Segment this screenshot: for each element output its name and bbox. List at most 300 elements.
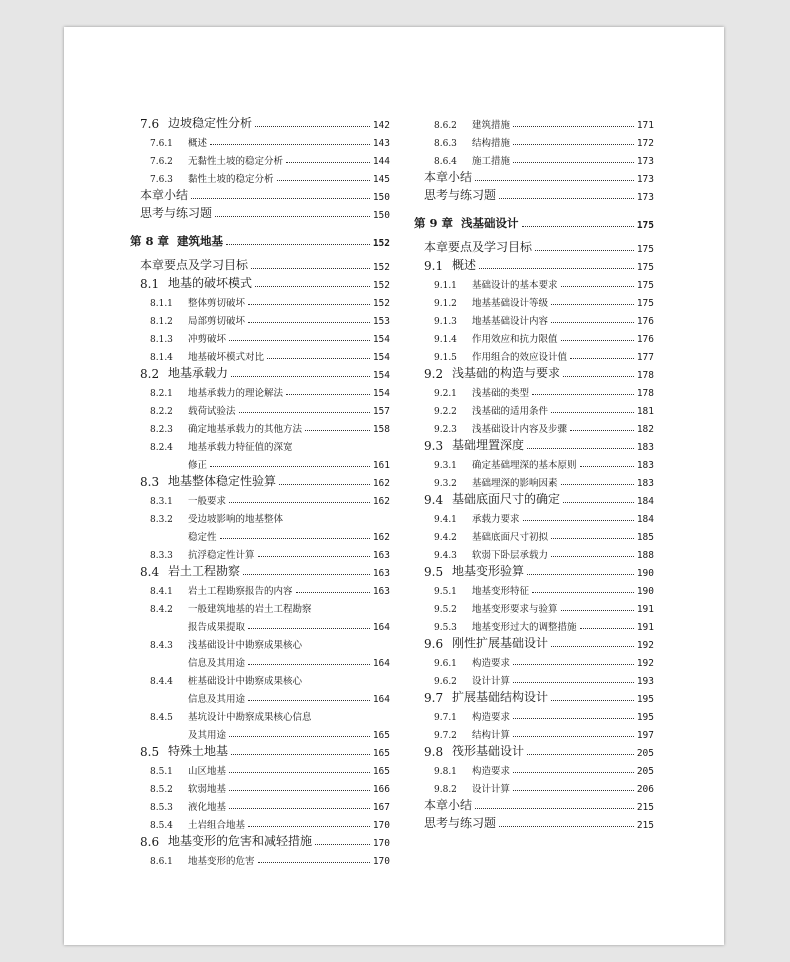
page-number: 164: [372, 658, 390, 669]
toc-entry-title: 浅基础设计: [461, 216, 519, 230]
toc-entry: [130, 399, 390, 417]
toc-entry-title: 构造要求: [472, 712, 511, 723]
toc-entry: [130, 363, 390, 381]
toc-entry-number: 8.6.2: [434, 121, 457, 131]
toc-entry-number: 8.3.2: [150, 515, 173, 525]
page-number: 177: [636, 352, 654, 363]
dot-leader: [513, 162, 634, 163]
dot-leader: [479, 268, 634, 269]
toc-entry: [130, 327, 390, 345]
toc-entry-number: 9.1.5: [434, 353, 457, 363]
page-number: 163: [372, 550, 390, 561]
page-number: 178: [636, 370, 654, 381]
page-number: 152: [372, 238, 390, 249]
toc-right-column: [414, 113, 654, 831]
dot-leader: [527, 448, 634, 449]
dot-leader: [248, 322, 370, 323]
toc-entry-first-line: [130, 669, 390, 687]
page-number: 173: [636, 192, 654, 203]
toc-entry-title: 地基基础设计内容: [472, 316, 549, 327]
page-number: 173: [636, 174, 654, 185]
toc-left-column: [130, 113, 390, 867]
dot-leader: [561, 484, 634, 485]
toc-entry-number: 9.3: [424, 439, 444, 453]
dot-leader: [229, 340, 370, 341]
toc-entry-number: 8.1.1: [150, 299, 173, 309]
dot-leader: [231, 754, 370, 755]
dot-leader: [563, 376, 634, 377]
page-number: 206: [636, 784, 654, 795]
toc-entry: [414, 345, 654, 363]
toc-entry-title: 思考与练习题: [424, 816, 497, 830]
toc-entry-title: 基础底面尺寸初拟: [472, 532, 549, 543]
toc-entry: [130, 113, 390, 131]
dot-leader: [229, 502, 370, 503]
toc-entry: [414, 561, 654, 579]
page-number: 167: [372, 802, 390, 813]
page-number: 205: [636, 766, 654, 777]
page-number: 191: [636, 622, 654, 633]
page-number: 165: [372, 766, 390, 777]
toc-entry: [130, 345, 390, 363]
toc-entry-title: 地基整体稳定性验算: [168, 474, 277, 488]
page-number: 163: [372, 586, 390, 597]
toc-entry-title: 概述: [452, 258, 477, 272]
page-number: 175: [636, 298, 654, 309]
dot-leader: [513, 736, 634, 737]
dot-leader: [475, 808, 634, 809]
toc-entry-continuation: [130, 651, 390, 669]
dot-leader: [513, 790, 634, 791]
page-number: 170: [372, 820, 390, 831]
toc-entry: [414, 185, 654, 203]
chapter-heading: [130, 227, 390, 249]
page-number: 205: [636, 748, 654, 759]
dot-leader: [475, 180, 634, 181]
toc-entry: [130, 741, 390, 759]
dot-leader: [532, 592, 634, 593]
toc-entry: [130, 273, 390, 291]
page-number: 171: [636, 120, 654, 131]
toc-entry-number: 8.4: [140, 565, 160, 579]
toc-entry-number: 8.2: [140, 367, 160, 381]
page-number: 170: [372, 856, 390, 867]
toc-entry: [130, 255, 390, 273]
dot-leader: [513, 772, 634, 773]
toc-entry-number: 8.3: [140, 475, 160, 489]
toc-entry: [414, 543, 654, 561]
toc-entry-title: 本章小结: [424, 798, 473, 812]
dot-leader: [513, 126, 634, 127]
toc-entry: [130, 831, 390, 849]
toc-entry: [414, 795, 654, 813]
dot-leader: [248, 826, 370, 827]
dot-leader: [532, 394, 634, 395]
toc-entry-title: 液化地基: [188, 802, 227, 813]
dot-leader: [210, 144, 370, 145]
toc-entry: [130, 131, 390, 149]
toc-entry-title: 本章小结: [140, 188, 189, 202]
toc-entry-first-line: [130, 705, 390, 723]
toc-entry: [414, 399, 654, 417]
toc-entry-title-cont: 信息及其用途: [188, 694, 246, 705]
page-number: 185: [636, 532, 654, 543]
toc-entry: [414, 741, 654, 759]
toc-entry-title: 岩土工程勘察: [168, 564, 241, 578]
page-number: 195: [636, 712, 654, 723]
toc-entry-number: 8.2.4: [150, 443, 173, 453]
toc-entry-number: 9.2.2: [434, 407, 457, 417]
toc-entry-title: 受边坡影响的地基整体: [188, 514, 284, 525]
toc-entry-number: 8.4.3: [150, 641, 173, 651]
toc-entry: [130, 543, 390, 561]
toc-entry-number: 9.1: [424, 259, 444, 273]
toc-entry: [130, 435, 390, 471]
toc-entry-title: 确定地基承载力的其他方法: [188, 424, 303, 435]
dot-leader: [527, 754, 634, 755]
toc-entry-number: 9.6.1: [434, 659, 457, 669]
toc-entry-title: 地基变形过大的调整措施: [472, 622, 577, 633]
toc-entry: [414, 417, 654, 435]
toc-entry: [414, 309, 654, 327]
toc-entry-title: 本章要点及学习目标: [424, 240, 533, 254]
toc-entry-title: 地基变形验算: [452, 564, 525, 578]
dot-leader: [551, 304, 634, 305]
toc-entry-title: 软弱地基: [188, 784, 227, 795]
toc-entry: [414, 615, 654, 633]
toc-entry-continuation: [130, 453, 390, 471]
toc-entry: [414, 471, 654, 489]
page-number: 175: [636, 220, 654, 231]
toc-entry-number: 9.1.4: [434, 335, 457, 345]
toc-entry-title: 桩基础设计中勘察成果核心: [188, 676, 303, 687]
toc-entry-title: 地基基础设计等级: [472, 298, 549, 309]
dot-leader: [580, 628, 634, 629]
toc-entry-number: 8.1.4: [150, 353, 173, 363]
page-number: 144: [372, 156, 390, 167]
toc-entry-title: 作用效应和抗力限值: [472, 334, 558, 345]
toc-entry-title: 地基变形要求与验算: [472, 604, 558, 615]
page-number: 157: [372, 406, 390, 417]
toc-entry-title: 扩展基础结构设计: [452, 690, 549, 704]
toc-entry: [414, 507, 654, 525]
toc-entry: [414, 149, 654, 167]
page-number: 192: [636, 640, 654, 651]
page-number: 165: [372, 748, 390, 759]
toc-entry-number: 9.5.1: [434, 587, 457, 597]
toc-entry: [414, 273, 654, 291]
dot-leader: [277, 180, 370, 181]
page-number: 164: [372, 694, 390, 705]
dot-leader: [191, 198, 370, 199]
toc-entry-title: 地基变形特征: [472, 586, 530, 597]
toc-entry-number: 8.5.2: [150, 785, 173, 795]
dot-leader: [226, 244, 370, 245]
dot-leader: [535, 250, 634, 251]
dot-leader: [231, 376, 370, 377]
toc-entry-number: 8.5.3: [150, 803, 173, 813]
toc-entry-title: 地基承载力的理论解法: [188, 388, 284, 399]
toc-entry-number: 9.8.1: [434, 767, 457, 777]
toc-entry-number: 第 9 章: [414, 216, 454, 230]
dot-leader: [248, 628, 370, 629]
toc-entry-title: 确定基础埋深的基本原则: [472, 460, 577, 471]
toc-entry-title: 整体剪切破坏: [188, 298, 246, 309]
toc-entry-first-line: [130, 597, 390, 615]
page-number: 162: [372, 496, 390, 507]
toc-entry-title: 软弱下卧层承载力: [472, 550, 549, 561]
toc-entry-title: 抗浮稳定性计算: [188, 550, 255, 561]
dot-leader: [315, 844, 370, 845]
toc-entry-title: 浅基础设计内容及步骤: [472, 424, 568, 435]
dot-leader: [255, 126, 370, 127]
page-number: 154: [372, 388, 390, 399]
toc-entry-title: 设计计算: [472, 676, 511, 687]
toc-entry-first-line: [130, 507, 390, 525]
toc-entry-title: 地基承载力特征值的深宽: [188, 442, 293, 453]
toc-entry-title: 本章要点及学习目标: [140, 258, 249, 272]
dot-leader: [220, 538, 370, 539]
dot-leader: [551, 700, 634, 701]
dot-leader: [229, 808, 370, 809]
toc-entry-number: 8.4.1: [150, 587, 173, 597]
toc-entry: [130, 849, 390, 867]
toc-entry-title-cont: 信息及其用途: [188, 658, 246, 669]
dot-leader: [563, 502, 634, 503]
toc-entry-title: 施工措施: [472, 156, 511, 167]
toc-entry: [130, 381, 390, 399]
toc-entry: [130, 149, 390, 167]
toc-entry-title: 浅基础的构造与要求: [452, 366, 561, 380]
toc-entry: [130, 291, 390, 309]
toc-entry-title: 地基破坏模式对比: [188, 352, 265, 363]
toc-entry-title: 构造要求: [472, 766, 511, 777]
toc-entry-title: 建筑地基: [177, 234, 224, 248]
dot-leader: [561, 610, 634, 611]
toc-entry: [414, 167, 654, 185]
page-number: 164: [372, 622, 390, 633]
dot-leader: [251, 268, 370, 269]
toc-entry-number: 9.8: [424, 745, 444, 759]
toc-entry-continuation: [130, 525, 390, 543]
toc-entry-number: 8.4.2: [150, 605, 173, 615]
toc-entry-number: 第 8 章: [130, 234, 170, 248]
toc-entry: [130, 309, 390, 327]
toc-entry: [130, 633, 390, 669]
dot-leader: [243, 574, 370, 575]
toc-entry: [130, 489, 390, 507]
dot-leader: [551, 646, 634, 647]
dot-leader: [551, 538, 634, 539]
page-number: 170: [372, 838, 390, 849]
toc-entry-title: 一般要求: [188, 496, 227, 507]
dot-leader: [258, 556, 370, 557]
toc-entry-first-line: [130, 633, 390, 651]
toc-entry-title: 地基变形的危害和减轻措施: [168, 834, 313, 848]
toc-entry: [414, 237, 654, 255]
page-number: 183: [636, 478, 654, 489]
toc-entry-title-cont: 及其用途: [188, 730, 227, 741]
toc-entry: [130, 777, 390, 795]
toc-entry-title: 土岩组合地基: [188, 820, 246, 831]
page-number: 145: [372, 174, 390, 185]
toc-entry-number: 8.2.2: [150, 407, 173, 417]
toc-entry-continuation: [130, 615, 390, 633]
dot-leader: [551, 556, 634, 557]
page-number: 154: [372, 352, 390, 363]
toc-entry-number: 9.7.1: [434, 713, 457, 723]
toc-entry: [130, 813, 390, 831]
page-number: 142: [372, 120, 390, 131]
dot-leader: [570, 358, 634, 359]
toc-entry-title: 构造要求: [472, 658, 511, 669]
toc-entry-number: 9.6: [424, 637, 444, 651]
toc-entry-number: 7.6.3: [150, 175, 173, 185]
page-number: 158: [372, 424, 390, 435]
toc-entry-number: 9.4.1: [434, 515, 457, 525]
page-number: 166: [372, 784, 390, 795]
toc-entry: [130, 759, 390, 777]
toc-entry: [414, 669, 654, 687]
toc-entry-number: 9.7.2: [434, 731, 457, 741]
toc-entry: [414, 453, 654, 471]
dot-leader: [522, 226, 634, 227]
toc-entry-title: 地基的破坏模式: [168, 276, 253, 290]
toc-entry-number: 8.2.3: [150, 425, 173, 435]
toc-entry-first-line: [130, 435, 390, 453]
page-number: 184: [636, 514, 654, 525]
page-number: 188: [636, 550, 654, 561]
toc-entry-title: 结构措施: [472, 138, 511, 149]
toc-entry-continuation: [130, 723, 390, 741]
page-number: 150: [372, 210, 390, 221]
page-number: 176: [636, 316, 654, 327]
toc-entry-title: 刚性扩展基础设计: [452, 636, 549, 650]
toc-entry-number: 9.2: [424, 367, 444, 381]
toc-entry-title: 一般建筑地基的岩土工程勘察: [188, 604, 312, 615]
toc-entry-title: 基础底面尺寸的确定: [452, 492, 561, 506]
toc-entry-title-cont: 修正: [188, 460, 208, 471]
toc-entry-title: 基础埋深的影响因素: [472, 478, 558, 489]
toc-entry-title: 边坡稳定性分析: [168, 116, 253, 130]
toc-entry: [414, 759, 654, 777]
page-number: 195: [636, 694, 654, 705]
toc-entry-number: 8.6.3: [434, 139, 457, 149]
toc-entry-number: 8.1.2: [150, 317, 173, 327]
dot-leader: [229, 790, 370, 791]
dot-leader: [248, 304, 370, 305]
dot-leader: [255, 286, 370, 287]
toc-entry-number: 9.2.3: [434, 425, 457, 435]
toc-entry-number: 7.6.2: [150, 157, 173, 167]
toc-entry-title: 建筑措施: [472, 120, 511, 131]
page-number: 215: [636, 802, 654, 813]
dot-leader: [551, 322, 634, 323]
toc-entry: [414, 381, 654, 399]
toc-entry: [414, 705, 654, 723]
dot-leader: [513, 718, 634, 719]
page-number: 152: [372, 262, 390, 273]
toc-entry-number: 8.5: [140, 745, 160, 759]
dot-leader: [513, 682, 634, 683]
toc-entry-number: 8.6.1: [150, 857, 173, 867]
page-number: 190: [636, 568, 654, 579]
toc-entry: [414, 633, 654, 651]
dot-leader: [570, 430, 634, 431]
dot-leader: [286, 394, 370, 395]
toc-entry-number: 8.5.4: [150, 821, 173, 831]
toc-entry-number: 9.4.2: [434, 533, 457, 543]
page-number: 184: [636, 496, 654, 507]
toc-entry-title: 特殊土地基: [168, 744, 229, 758]
toc-entry: [414, 525, 654, 543]
toc-entry-title: 筏形基础设计: [452, 744, 525, 758]
toc-entry: [414, 113, 654, 131]
dot-leader: [551, 412, 634, 413]
toc-entry: [414, 687, 654, 705]
toc-entry: [414, 579, 654, 597]
toc-entry-number: 8.3.3: [150, 551, 173, 561]
page-number: 175: [636, 244, 654, 255]
toc-entry-title: 载荷试验法: [188, 406, 236, 417]
toc-entry-number: 8.2.1: [150, 389, 173, 399]
page-number: 153: [372, 316, 390, 327]
toc-entry-number: 9.6.2: [434, 677, 457, 687]
toc-entry: [414, 131, 654, 149]
page-number: 175: [636, 280, 654, 291]
toc-entry-number: 8.6.4: [434, 157, 457, 167]
toc-entry: [130, 507, 390, 543]
toc-entry-number: 8.6: [140, 835, 160, 849]
toc-entry: [414, 489, 654, 507]
page-number: 175: [636, 262, 654, 273]
toc-entry-title: 基础设计的基本要求: [472, 280, 558, 291]
toc-entry-number: 7.6: [140, 117, 160, 131]
toc-entry-number: 9.1.2: [434, 299, 457, 309]
page-number: 154: [372, 334, 390, 345]
dot-leader: [513, 664, 634, 665]
page-number: 152: [372, 298, 390, 309]
page-number: 165: [372, 730, 390, 741]
toc-entry-number: 9.7: [424, 691, 444, 705]
dot-leader: [286, 162, 370, 163]
toc-entry-title: 冲剪破坏: [188, 334, 227, 345]
dot-leader: [513, 144, 634, 145]
toc-entry-title: 岩土工程勘察报告的内容: [188, 586, 293, 597]
toc-entry: [414, 255, 654, 273]
dot-leader: [279, 484, 370, 485]
toc-entry: [414, 777, 654, 795]
dot-leader: [215, 216, 370, 217]
toc-entry-title: 作用组合的效应设计值: [472, 352, 568, 363]
toc-entry: [414, 363, 654, 381]
toc-entry: [414, 651, 654, 669]
toc-entry-number: 9.4: [424, 493, 444, 507]
toc-entry-title: 浅基础的适用条件: [472, 406, 549, 417]
toc-entry: [130, 203, 390, 221]
toc-entry: [130, 597, 390, 633]
dot-leader: [499, 198, 634, 199]
toc-entry-title: 设计计算: [472, 784, 511, 795]
dot-leader: [499, 826, 634, 827]
dot-leader: [248, 664, 370, 665]
dot-leader: [239, 412, 370, 413]
page-number: 162: [372, 532, 390, 543]
dot-leader: [229, 736, 370, 737]
toc-entry-number: 9.8.2: [434, 785, 457, 795]
toc-entry-title: 概述: [188, 138, 208, 149]
page-number: 172: [636, 138, 654, 149]
